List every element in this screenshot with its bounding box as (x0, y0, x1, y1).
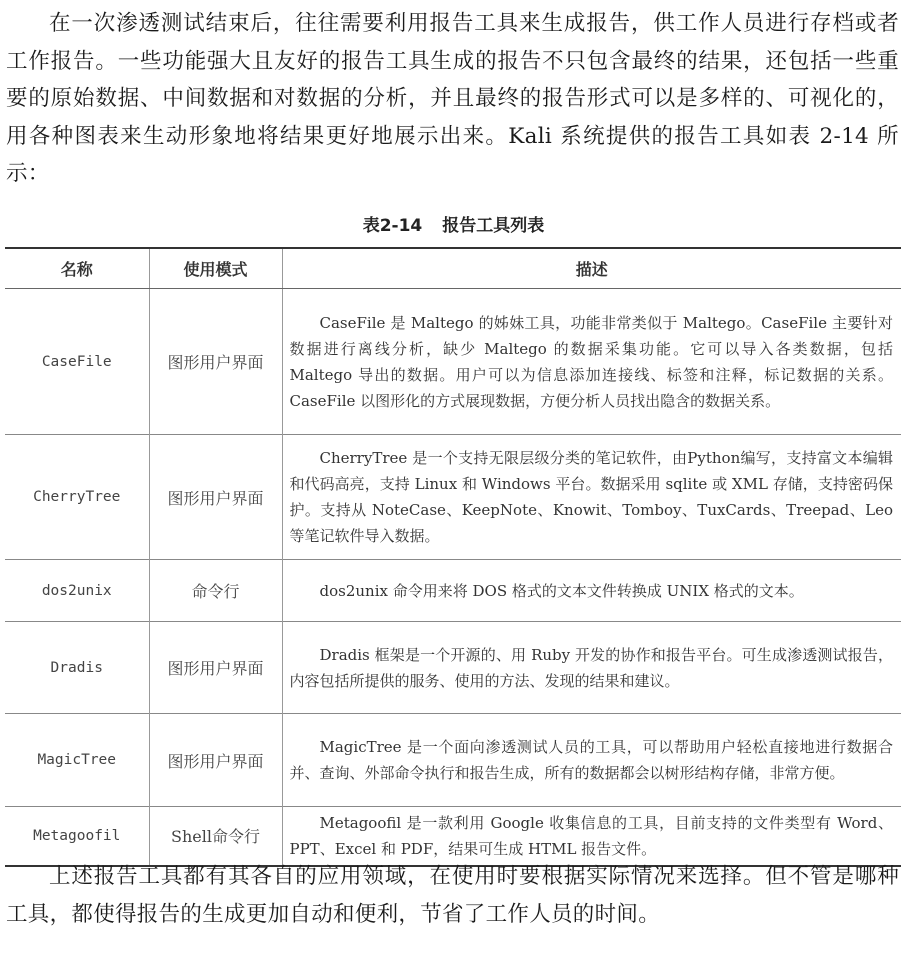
tool-description: MagicTree 是一个面向渗透测试人员的工具，可以帮助用户轻松直接地进行数据合并、查询、外部命令执行和报告生成，所有的数据都会以树形结构存储，非常方便。 (282, 714, 901, 807)
tool-name: dos2unix (5, 560, 149, 622)
report-tools-table (5, 247, 901, 867)
tool-description: dos2unix 命令用来将 DOS 格式的文本文件转换成 UNIX 格式的文本。 (282, 560, 901, 622)
tool-mode: 命令行 (149, 560, 282, 622)
tool-mode: 图形用户界面 (149, 622, 282, 714)
tool-name: Dradis (5, 622, 149, 714)
tool-name: CaseFile (5, 289, 149, 435)
tool-description: Metagoofil 是一款利用 Google 收集信息的工具，目前支持的文件类型有 Word、PPT、Excel 和 PDF，结果可生成 HTML 报告文件。 (282, 807, 901, 866)
tool-mode: 图形用户界面 (149, 435, 282, 560)
table-caption (0, 211, 907, 236)
tool-name: MagicTree (5, 714, 149, 807)
tool-name: CherryTree (5, 435, 149, 560)
table-number: 表2-14 (362, 216, 423, 236)
tool-name: Metagoofil (5, 807, 149, 866)
tool-mode: 图形用户界面 (149, 714, 282, 807)
table-row (5, 714, 901, 807)
tool-mode: 图形用户界面 (149, 289, 282, 435)
tool-description: CaseFile 是 Maltego 的姊妹工具，功能非常类似于 Maltego。CaseFile 主要针对数据进行离线分析，缺少 Maltego 的数据采集功能。它可以导入各类数据，包括 Maltego 导出的数据。用户可以为信息添加连接线、标签和注释，标记数据的关系。CaseFile 以图形化的方式展现数据，方便分析人员找出隐含的数据关系。 (282, 289, 901, 435)
table-header-row (5, 248, 901, 289)
tool-description: Dradis 框架是一个开源的、用 Ruby 开发的协作和报告平台。可生成渗透测试报告，内容包括所提供的服务、使用的方法、发现的结果和建议。 (282, 622, 901, 714)
table-row (5, 807, 901, 866)
tool-mode: Shell命令行 (149, 807, 282, 866)
tool-description: CherryTree 是一个支持无限层级分类的笔记软件，由Python编写，支持富文本编辑和代码高亮，支持 Linux 和 Windows 平台。数据采用 sqlite 或 XML 存储，支持密码保护。支持从 NoteCase、KeepNote、Knowit、Tomboy、TuxCards、Treepad、Leo 等笔记软件导入数据。 (282, 435, 901, 560)
table-row (5, 560, 901, 622)
table-row (5, 289, 901, 435)
header-mode: 使用模式 (149, 248, 282, 289)
header-name: 名称 (5, 248, 149, 289)
table-row (5, 435, 901, 560)
table-row (5, 622, 901, 714)
intro-paragraph: 在一次渗透测试结束后，往往需要利用报告工具来生成报告，供工作人员进行存档或者工作报告。一些功能强大且友好的报告工具生成的报告不只包含最终的结果，还包括一些重要的原始数据、中间数据和对数据的分析，并且最终的报告形式可以是多样的、可视化的，用各种图表来生动形象地将结果更好地展示出来。Kali 系统提供的报告工具如表 2-14 所示： (6, 11, 899, 186)
closing-paragraph: 上述报告工具都有其各自的应用领域，在使用时要根据实际情况来选择。但不管是哪种工具，都使得报告的生成更加自动和便利，节省了工作人员的时间。 (6, 864, 899, 927)
header-description: 描述 (282, 248, 901, 289)
table-title: 报告工具列表 (442, 216, 545, 236)
